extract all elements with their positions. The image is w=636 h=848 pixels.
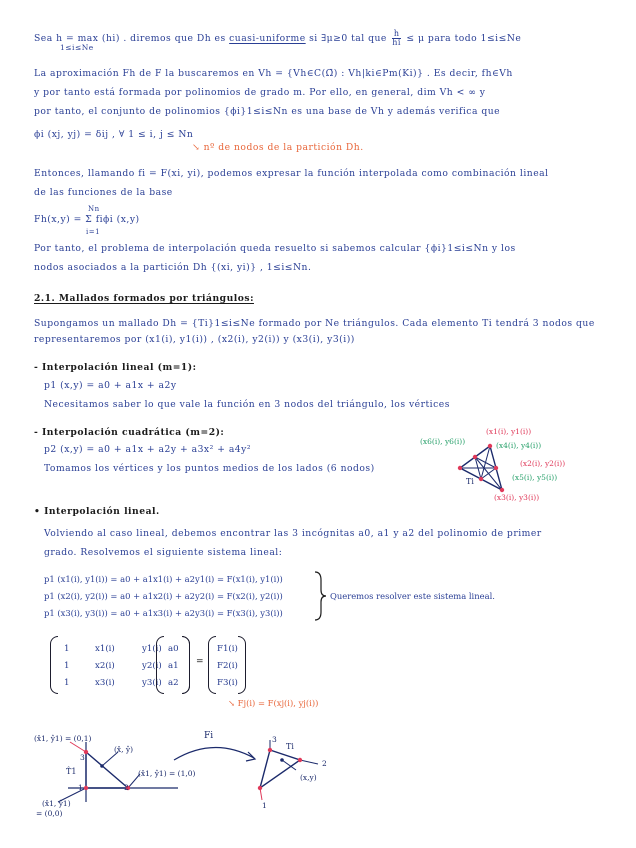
linear2-line-2: grado. Resolvemos el siguiente sistema lineal: (44, 547, 283, 558)
definition-line (34, 30, 521, 47)
system-brace (313, 570, 327, 622)
approx-line-2: y por tanto está formada por polinomios de grado m. Por ello, en general, dim Vh < ∞ y (34, 87, 486, 98)
vector-cell: a0 (168, 644, 179, 654)
node-label-4: (x4(i), y4(i)) (496, 441, 542, 450)
ref-origin-label-a: (x̂1, ŷ1) (42, 799, 71, 808)
combo-line-4: nodos asociados a la partición Dh {(xi, yi)} , 1≤i≤Nn. (34, 262, 312, 273)
vector-cell: F2(i) (217, 661, 238, 671)
system-note: Queremos resolver este sistema lineal. (330, 591, 495, 601)
mapping-label: Fi (204, 731, 214, 741)
matrix-cell: 1 (64, 661, 70, 671)
physical-node-3: 3 (272, 735, 277, 744)
combo-line-3: Por tanto, el problema de interpolación queda resuelto si sabemos calcular {ϕi}1≤i≤Nn y los (34, 243, 516, 254)
interpolant-sum: Fh(x,y) = Σ fiϕi (x,y) (34, 214, 140, 225)
vector-cell: F1(i) (217, 644, 238, 654)
vector-cell: a1 (168, 661, 179, 671)
matrix-cell: 1 (64, 644, 70, 654)
fraction-numerator: h (393, 29, 400, 38)
node-label-1: (x1(i), y1(i)) (486, 427, 532, 436)
vector-cell: F3(i) (217, 678, 238, 688)
linear-description: Necesitamos saber lo que vale la función en 3 nodos del triángulo, los vértices (44, 399, 450, 410)
kronecker-property: ϕi (xj, yj) = δij , ∀ 1 ≤ i, j ≤ Nn (34, 129, 194, 140)
physical-node-1: 1 (262, 801, 267, 810)
linear2-title: • Interpolación lineal. (34, 506, 160, 517)
matrix-cell: 1 (64, 678, 70, 688)
matrix-cell: x2(i) (95, 661, 115, 671)
physical-point-label: (x,y) (300, 773, 317, 782)
ref-point-label: (x̂, ŷ) (114, 745, 134, 754)
node-label-6: (x6(i), y6(i)) (420, 437, 466, 446)
sum-upper-limit: Nn (88, 205, 100, 213)
physical-triangle-label: Ti (286, 742, 294, 751)
section-title: 2.1. Mallados formados por triángulos: (34, 293, 254, 304)
ref-origin-label-b: = (0,0) (36, 809, 63, 818)
approx-line-3: por tanto, el conjunto de polinomios {ϕi}1≤i≤Nn es una base de Vh y además verifica que (34, 106, 501, 117)
ref-node-1: 1 (78, 783, 83, 792)
combo-line-2: de las funciones de la base (34, 187, 173, 198)
combo-line-1: Entonces, llamando fi = F(xi, yi), podemos expresar la función interpolada como combinación lineal (34, 168, 549, 179)
quadratic-description: Tomamos los vértices y los puntos medios de los lados (6 nodos) (44, 463, 375, 474)
quasi-uniform-term: cuasi-uniforme (229, 33, 306, 44)
linear-polynomial: p1 (x,y) = a0 + a1x + a2y (44, 380, 177, 391)
ref-vertex-top-label: (x̂1, ŷ1) = (0,1) (34, 734, 92, 743)
ref-node-2: 2 (124, 783, 129, 792)
matrix-cell: y3(i) (142, 678, 162, 688)
physical-node-2: 2 (322, 759, 327, 768)
ratio-fraction (392, 30, 401, 47)
element-label-ti: Ti (466, 477, 474, 486)
ref-vertex-right-label: (x̂1, ŷ1) = (1,0) (138, 769, 196, 778)
system-eq-3: p1 (x3(i), y3(i)) = a0 + a1x3(i) + a2y3(i) = F(x3(i), y3(i)) (44, 608, 283, 618)
vector-cell: a2 (168, 678, 179, 688)
approx-line-1: La aproximación Fh de F la buscaremos en Vh = {Vh∈C(Ω̄) : Vh|ki∈Pm(Ki)} . Es decir, fh∈Vh (34, 68, 513, 79)
nodes-note: ↘ nº de nodos de la partición Dh. (192, 142, 364, 153)
system-eq-2: p1 (x2(i), y2(i)) = a0 + a1x2(i) + a2y2(i) = F(x2(i), y2(i)) (44, 591, 283, 601)
ref-node-3: 3 (80, 753, 85, 762)
values-vector (208, 636, 246, 694)
sum-lower-limit: i=1 (86, 228, 101, 236)
matrix-cell: y2(i) (142, 661, 162, 671)
node-label-3: (x3(i), y3(i)) (494, 493, 540, 502)
matrix-cell: x1(i) (95, 644, 115, 654)
definition-subscript: 1≤i≤Ne (60, 43, 94, 52)
linear2-line-1: Volviendo al caso lineal, debemos encontrar las 3 incógnitas a0, a1 y a2 del polinomio de primer (44, 528, 542, 539)
mapping-arrow (170, 740, 260, 764)
node-label-5: (x5(i), y5(i)) (512, 473, 558, 482)
linear-title: - Interpolación lineal (m=1): (34, 362, 197, 373)
unknowns-vector (156, 636, 190, 694)
definition-text-c: ≤ μ para todo 1≤i≤Ne (406, 33, 522, 44)
system-eq-1: p1 (x1(i), y1(i)) = a0 + a1x1(i) + a2y1(i) = F(x1(i), y1(i)) (44, 574, 283, 584)
matrix-cell: y1(i) (142, 644, 162, 654)
definition-text-b: si ∃μ≥0 tal que (309, 33, 387, 44)
equals-sign: = (196, 657, 204, 667)
definition-text-a: Sea h = max (hi) . diremos que Dh es (34, 33, 226, 44)
ref-triangle-label: T̂1 (66, 767, 77, 776)
fraction-denominator: hi (392, 38, 401, 47)
fj-note: ↘ Fj(i) = F(xj(i), yj(i)) (228, 698, 319, 708)
node-label-2: (x2(i), y2(i)) (520, 459, 566, 468)
section-line-1: Supongamos un mallado Dh = {Ti}1≤i≤Ne formado por Ne triángulos. Cada elemento Ti tendrá 3 nodos que (34, 318, 595, 329)
matrix-cell: x3(i) (95, 678, 115, 688)
quadratic-polynomial: p2 (x,y) = a0 + a1x + a2y + a3x² + a4y² (44, 444, 252, 455)
section-line-2: representaremos por (x1(i), y1(i)) , (x2(i), y2(i)) y (x3(i), y3(i)) (34, 334, 355, 345)
quadratic-title: - Interpolación cuadrática (m=2): (34, 427, 225, 438)
